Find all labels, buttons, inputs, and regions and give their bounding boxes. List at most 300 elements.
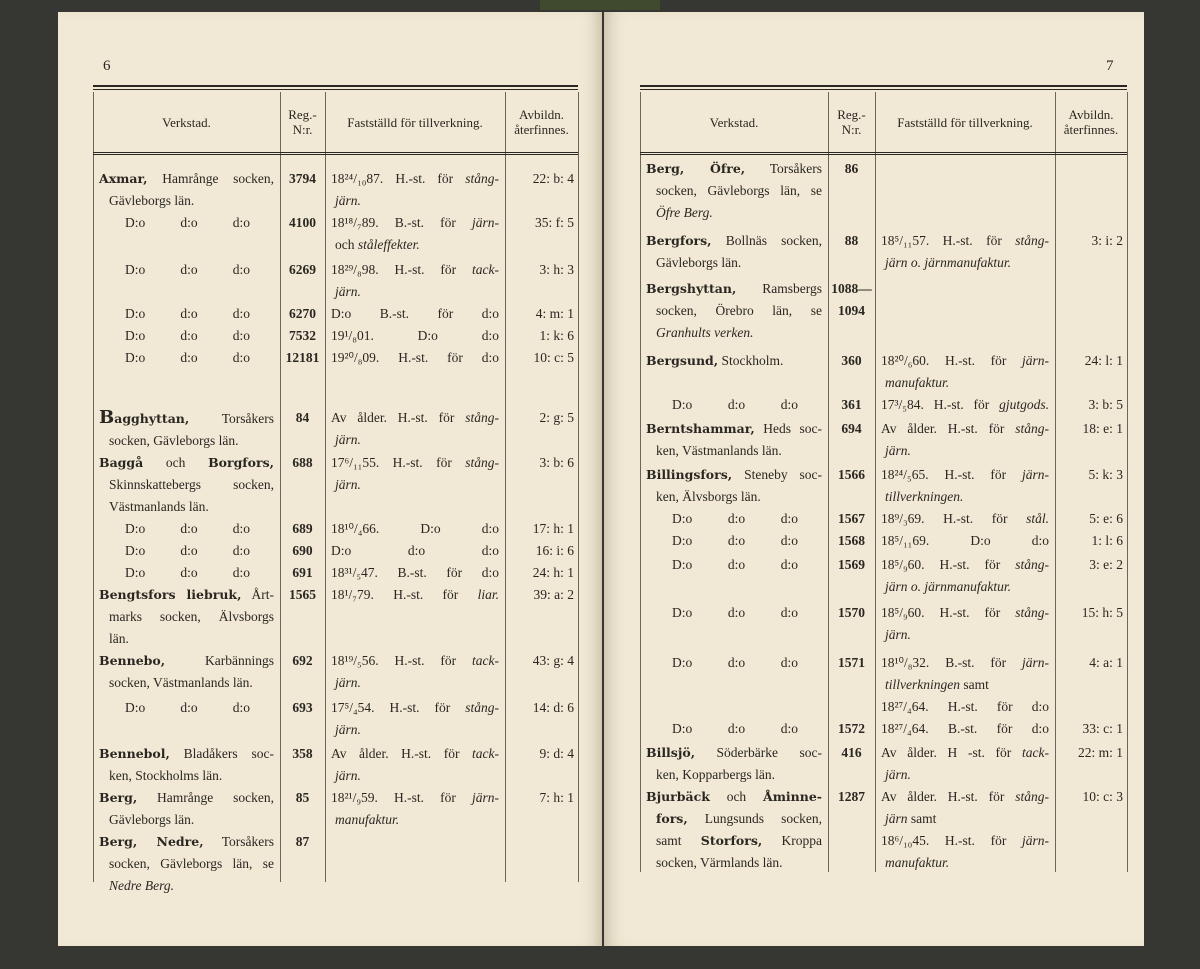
faststalld-text: järn. — [885, 443, 911, 458]
table-row — [640, 230, 1127, 274]
reg-nr: 1570 — [838, 605, 865, 620]
verkstad-cell — [93, 407, 280, 452]
table-row — [93, 540, 578, 562]
header-verkstad — [640, 92, 828, 152]
verkstad-line — [646, 786, 822, 808]
faststalld-text: 19²⁰/₈09. H.-st. för d:o — [331, 350, 499, 365]
works-text: d:o — [727, 721, 746, 736]
reg-nr-cell — [280, 347, 325, 369]
faststalld-line — [331, 697, 499, 719]
works-name: agghyttan, — [114, 411, 190, 426]
works-text: Ramsbergs — [736, 281, 822, 296]
top-rule — [93, 85, 578, 90]
verkstad-line — [646, 764, 822, 786]
faststalld-cell — [875, 554, 1055, 598]
faststalld-cell — [325, 697, 505, 741]
faststalld-cell — [875, 718, 1055, 740]
table-row — [93, 787, 578, 831]
reg-nr: 86 — [844, 161, 859, 176]
faststalld-line — [331, 743, 499, 765]
verkstad-cell — [640, 230, 828, 274]
faststalld-text: tack- — [472, 262, 499, 277]
avbildn-cell: 5: k: 3 — [1088, 467, 1123, 482]
faststalld-text: Av ålder. H.-st. för — [331, 746, 473, 761]
reg-nr-cell — [280, 452, 325, 518]
faststalld-text: och — [335, 237, 358, 252]
faststalld-text: 18¹/₇79. H.-st. för — [331, 587, 478, 602]
reg-nr-cell — [828, 394, 875, 416]
works-text: d:o — [727, 557, 746, 572]
faststalld-text: tack- — [1022, 745, 1049, 760]
avbildn-cell: 4: m: 1 — [535, 306, 574, 321]
works-text: socken, Gävleborgs län, se — [109, 856, 274, 871]
verkstad-line — [646, 202, 822, 224]
register-table — [640, 92, 1127, 872]
faststalld-line — [331, 212, 499, 234]
verkstad-line — [646, 350, 822, 372]
faststalld-text: järn. — [335, 722, 361, 737]
reg-nr-cell — [280, 650, 325, 694]
reg-nr: 688 — [292, 455, 313, 470]
works-text: Steneby soc- — [732, 467, 822, 482]
avbildn-cell: 24: h: 1 — [532, 565, 574, 580]
verkstad-cell — [640, 652, 828, 718]
faststalld-text: stång- — [1015, 789, 1049, 804]
works-text: D:o — [672, 605, 693, 620]
faststalld-text: 18⁶/₁₀45. H.-st. för — [881, 833, 1022, 848]
works-name: Bergshyttan, — [646, 281, 737, 296]
faststalld-line — [331, 234, 499, 256]
works-text: Bladåkers soc- — [169, 746, 274, 761]
header-reg-nr — [280, 92, 325, 152]
reg-nr-cell — [280, 518, 325, 540]
header-avbildn-text: återfinnes. — [1063, 122, 1119, 137]
header-reg-nr-text: Reg.- — [288, 107, 317, 122]
faststalld-text: manufaktur. — [885, 375, 950, 390]
faststalld-cell — [875, 652, 1055, 718]
verkstad-cell — [640, 554, 828, 598]
faststalld-text: stång- — [465, 171, 499, 186]
works-text: Öfre Berg. — [656, 205, 713, 220]
verkstad-line — [646, 300, 822, 322]
header-faststalld-text: Fastställd för tillverkning. — [347, 114, 483, 130]
table-row — [93, 407, 578, 452]
faststalld-text: järn. — [885, 767, 911, 782]
works-name: Bennebol, — [99, 746, 170, 761]
reg-nr-cell — [280, 259, 325, 303]
reg-nr-cell — [828, 418, 875, 462]
reg-nr-cell — [828, 554, 875, 598]
faststalld-cell — [875, 508, 1055, 530]
faststalld-cell — [325, 168, 505, 212]
verkstad-line — [99, 606, 274, 628]
faststalld-line — [881, 696, 1049, 718]
reg-nr: 689 — [292, 521, 313, 536]
faststalld-text: järn- — [1022, 655, 1049, 670]
table-header — [640, 92, 1127, 155]
verkstad-line — [99, 853, 274, 875]
works-name: Axmar, — [99, 171, 148, 186]
verkstad-line — [646, 252, 822, 274]
avbildn-cell — [505, 831, 578, 897]
works-name: fors, — [656, 811, 688, 826]
reg-nr: 84 — [295, 410, 310, 425]
verkstad-cell — [640, 508, 828, 530]
header-reg-nr-text: Reg.- — [837, 107, 866, 122]
header-verkstad-text: Verkstad. — [709, 114, 759, 130]
faststalld-cell — [875, 394, 1055, 416]
works-name: Berg, Öfre, — [646, 161, 746, 176]
works-text: Lungsunds socken, — [687, 811, 822, 826]
faststalld-line — [881, 486, 1049, 508]
verkstad-line — [99, 628, 274, 650]
faststalld-line — [331, 719, 499, 741]
reg-nr: 1568 — [838, 533, 865, 548]
faststalld-line — [881, 350, 1049, 372]
verkstad-cell — [93, 650, 280, 694]
faststalld-cell — [875, 278, 1055, 344]
reg-nr: 692 — [292, 653, 313, 668]
reg-nr-cell — [280, 787, 325, 831]
avbildn-cell: 3: b: 5 — [1088, 397, 1123, 412]
verkstad-line — [646, 554, 822, 576]
verkstad-line — [646, 652, 822, 674]
verkstad-line — [646, 602, 822, 624]
works-text: D:o — [125, 306, 146, 321]
verkstad-cell — [640, 718, 828, 740]
faststalld-text: D:o B.-st. för d:o — [331, 306, 499, 321]
table-row — [93, 347, 578, 369]
faststalld-text: järn- — [472, 215, 499, 230]
table-row — [93, 650, 578, 694]
verkstad-line — [99, 168, 274, 190]
faststalld-text: 18¹⁰/₄66. D:o d:o — [331, 521, 499, 536]
header-avbildn-text: Avbildn. — [519, 107, 564, 122]
works-text: d:o — [780, 511, 798, 526]
works-text: D:o — [672, 557, 693, 572]
verkstad-line — [99, 787, 274, 809]
works-text: D:o — [125, 543, 146, 558]
faststalld-cell — [325, 584, 505, 650]
reg-nr-cell — [828, 652, 875, 718]
faststalld-cell — [875, 418, 1055, 462]
faststalld-line — [881, 852, 1049, 874]
works-text: d:o — [180, 543, 198, 558]
table-row — [93, 831, 578, 897]
avbildn-cell: 15: h: 5 — [1081, 605, 1123, 620]
faststalld-line — [331, 518, 499, 540]
works-text: d:o — [180, 700, 198, 715]
verkstad-cell — [93, 452, 280, 518]
faststalld-line — [881, 830, 1049, 852]
avbildn-cell: 33: c: 1 — [1082, 721, 1123, 736]
reg-nr: 361 — [841, 397, 862, 412]
reg-nr: 360 — [841, 353, 862, 368]
verkstad-cell — [93, 259, 280, 303]
faststalld-line — [881, 464, 1049, 486]
reg-nr-cell — [280, 584, 325, 650]
faststalld-text: 18²⁷/₄64. H.-st. för d:o — [881, 699, 1049, 714]
avbildn-cell: 5: e: 6 — [1089, 511, 1123, 526]
faststalld-text: manufaktur. — [885, 855, 950, 870]
faststalld-text: tack- — [472, 653, 499, 668]
works-text: d:o — [180, 215, 198, 230]
verkstad-line — [646, 418, 822, 440]
column-divider — [1127, 92, 1128, 872]
faststalld-text: stång- — [1015, 233, 1049, 248]
works-text: d:o — [232, 350, 250, 365]
works-text: Torsåkers — [745, 161, 822, 176]
verkstad-line — [99, 347, 274, 369]
verkstad-line — [99, 407, 274, 430]
verkstad-cell — [93, 831, 280, 897]
works-text: D:o — [125, 262, 146, 277]
verkstad-cell — [93, 212, 280, 256]
reg-nr-cell — [280, 697, 325, 741]
works-text: och — [709, 789, 763, 804]
faststalld-line — [881, 674, 1049, 696]
table-row — [93, 562, 578, 584]
avbildn-cell: 4: a: 1 — [1089, 655, 1123, 670]
faststalld-text: järn- — [472, 790, 499, 805]
works-text: D:o — [672, 655, 693, 670]
faststalld-line — [881, 624, 1049, 646]
faststalld-text: järn- — [1022, 353, 1049, 368]
faststalld-text: 18⁵/₉60. H.-st. för — [881, 557, 1016, 572]
reg-nr-cell — [828, 718, 875, 740]
faststalld-line — [331, 407, 499, 429]
avbildn-cell: 22: b: 4 — [532, 171, 574, 186]
header-avbildn — [505, 92, 578, 152]
verkstad-cell — [640, 394, 828, 416]
avbildn-cell — [1055, 278, 1127, 344]
reg-nr-cell — [828, 530, 875, 552]
page-number: 7 — [1106, 58, 1114, 74]
reg-nr: 1572 — [838, 721, 865, 736]
faststalld-text: 18²⁰/₆60. H.-st. för — [881, 353, 1022, 368]
reg-nr-cell — [280, 303, 325, 325]
works-text: d:o — [780, 397, 798, 412]
works-text: d:o — [232, 306, 250, 321]
faststalld-text: järn. — [335, 432, 361, 447]
faststalld-text: 18¹⁸/₇89. B.-st. för — [331, 215, 472, 230]
faststalld-line — [881, 372, 1049, 394]
works-text: ken, Älvsborgs län. — [656, 489, 761, 504]
avbildn-cell: 22: m: 1 — [1077, 745, 1123, 760]
faststalld-text: liar. — [477, 587, 499, 602]
works-name: Baggå — [99, 455, 144, 470]
verkstad-cell — [93, 584, 280, 650]
faststalld-text: stång- — [465, 455, 499, 470]
works-name: Bergfors, — [646, 233, 712, 248]
avbildn-cell: 3: b: 6 — [539, 455, 574, 470]
table-row — [640, 394, 1127, 416]
faststalld-line — [881, 230, 1049, 252]
faststalld-text: stång- — [465, 410, 499, 425]
faststalld-text: 18³¹/₅47. B.-st. för d:o — [331, 565, 499, 580]
reg-nr-cell — [828, 602, 875, 646]
table-row — [640, 786, 1127, 874]
verkstad-line — [646, 530, 822, 552]
faststalld-line — [331, 540, 499, 562]
reg-nr-cell — [280, 562, 325, 584]
verkstad-line — [646, 486, 822, 508]
faststalld-line — [881, 530, 1049, 552]
header-verkstad — [93, 92, 280, 152]
reg-nr-cell — [828, 786, 875, 874]
verkstad-line — [99, 697, 274, 719]
avbildn-cell: 24: l: 1 — [1084, 353, 1123, 368]
reg-nr-cell — [828, 278, 875, 344]
verkstad-line — [646, 830, 822, 852]
faststalld-line — [331, 452, 499, 474]
reg-nr: 6270 — [289, 306, 316, 321]
reg-nr: 1566 — [838, 467, 865, 482]
reg-nr: 88 — [844, 233, 859, 248]
works-name: Billingsfors, — [646, 467, 733, 482]
works-text: Heds soc- — [754, 421, 822, 436]
faststalld-cell — [875, 230, 1055, 274]
faststalld-text: 18²¹/₉59. H.-st. för — [331, 790, 472, 805]
works-text: d:o — [780, 655, 798, 670]
works-text: d:o — [180, 565, 198, 580]
verkstad-cell — [93, 787, 280, 831]
faststalld-line — [881, 786, 1049, 808]
works-text: Karbännings — [165, 653, 274, 668]
avbildn-cell: 3: e: 2 — [1089, 557, 1123, 572]
works-text: samt — [656, 833, 701, 848]
verkstad-line — [99, 765, 274, 787]
faststalld-cell — [875, 786, 1055, 874]
works-name: Berg, Nedre, — [99, 834, 204, 849]
avbildn-cell: 39: a: 2 — [533, 587, 574, 602]
works-text: Gävleborgs län. — [656, 255, 742, 270]
faststalld-text: samt — [907, 811, 937, 826]
avbildn-cell: 16: i: 6 — [535, 543, 574, 558]
reg-nr-cell — [828, 508, 875, 530]
table-row — [93, 697, 578, 741]
reg-nr-cell — [828, 350, 875, 394]
faststalld-line — [331, 650, 499, 672]
works-text: socken, Västmanlands län. — [109, 675, 253, 690]
works-text: Söderbärke soc- — [695, 745, 822, 760]
faststalld-line — [881, 742, 1049, 764]
faststalld-cell — [325, 303, 505, 325]
top-rule — [640, 85, 1127, 90]
faststalld-text: Av ålder. H -st. för — [881, 745, 1023, 760]
reg-nr: 1088— — [831, 281, 872, 296]
works-text: d:o — [180, 306, 198, 321]
faststalld-cell — [325, 407, 505, 452]
faststalld-text: 18¹⁹/₅56. H.-st. för — [331, 653, 473, 668]
works-text: d:o — [727, 533, 746, 548]
table-row — [93, 325, 578, 347]
faststalld-text: stång- — [1015, 605, 1049, 620]
verkstad-line — [99, 672, 274, 694]
works-text: Stockholm. — [718, 353, 784, 368]
verkstad-line — [99, 496, 274, 518]
verkstad-line — [99, 452, 274, 474]
reg-nr: 1287 — [838, 789, 865, 804]
faststalld-text: Av ålder. H.-st. för — [881, 789, 1016, 804]
verkstad-line — [99, 325, 274, 347]
verkstad-line — [646, 718, 822, 740]
faststalld-text: 18²⁷/₄64. B.-st. för d:o — [881, 721, 1049, 736]
verkstad-line — [646, 322, 822, 344]
faststalld-text: samt — [959, 677, 989, 692]
works-text: d:o — [780, 605, 798, 620]
verkstad-line — [646, 852, 822, 874]
reg-nr: 1565 — [289, 587, 316, 602]
faststalld-cell — [325, 452, 505, 518]
faststalld-text: tack- — [472, 746, 499, 761]
works-text: D:o — [672, 397, 693, 412]
works-name: Åminne- — [763, 789, 822, 804]
works-name: Borgfors, — [208, 455, 274, 470]
faststalld-cell — [325, 518, 505, 540]
faststalld-line — [331, 672, 499, 694]
faststalld-text: järn. — [885, 627, 911, 642]
works-name: B — [99, 407, 115, 428]
faststalld-text: järn. — [335, 675, 361, 690]
table-row — [93, 584, 578, 650]
faststalld-line — [881, 440, 1049, 462]
faststalld-text: 18⁵/₁₁57. H.-st. för — [881, 233, 1016, 248]
faststalld-cell — [325, 347, 505, 369]
works-text: d:o — [727, 511, 746, 526]
works-text: ken, Stockholms län. — [109, 768, 223, 783]
faststalld-line — [331, 347, 499, 369]
faststalld-cell — [325, 831, 505, 897]
verkstad-cell — [93, 540, 280, 562]
works-text: d:o — [780, 557, 798, 572]
faststalld-line — [881, 652, 1049, 674]
avbildn-cell: 2: g: 5 — [539, 410, 574, 425]
book-spine — [540, 0, 660, 10]
avbildn-cell: 1: l: 6 — [1091, 533, 1123, 548]
faststalld-line — [331, 168, 499, 190]
works-text: d:o — [232, 565, 250, 580]
verkstad-cell — [93, 518, 280, 540]
faststalld-text: ståleffekter. — [357, 237, 420, 252]
verkstad-cell — [640, 602, 828, 646]
faststalld-text: 18⁹/₃69. H.-st. för — [881, 511, 1027, 526]
table-row — [640, 602, 1127, 646]
reg-nr: 1571 — [838, 655, 865, 670]
reg-nr: 416 — [841, 745, 862, 760]
faststalld-line — [881, 718, 1049, 740]
works-name: Bengtsfors liebruk, — [99, 587, 242, 602]
works-text: D:o — [125, 521, 146, 536]
faststalld-line — [331, 584, 499, 606]
reg-nr: 1567 — [838, 511, 865, 526]
works-text: d:o — [180, 328, 198, 343]
verkstad-cell — [93, 743, 280, 787]
faststalld-text: stål. — [1026, 511, 1049, 526]
reg-nr-cell — [280, 212, 325, 256]
faststalld-text: järn- — [1022, 833, 1049, 848]
faststalld-text: manufaktur. — [335, 812, 400, 827]
verkstad-cell — [93, 325, 280, 347]
faststalld-text: tillverkningen. — [885, 489, 964, 504]
faststalld-text: Av ålder. H.-st. för — [331, 410, 466, 425]
verkstad-cell — [640, 464, 828, 508]
faststalld-text: järn. — [335, 284, 361, 299]
faststalld-line — [881, 394, 1049, 416]
faststalld-line — [881, 418, 1049, 440]
verkstad-line — [646, 230, 822, 252]
table-row — [93, 743, 578, 787]
